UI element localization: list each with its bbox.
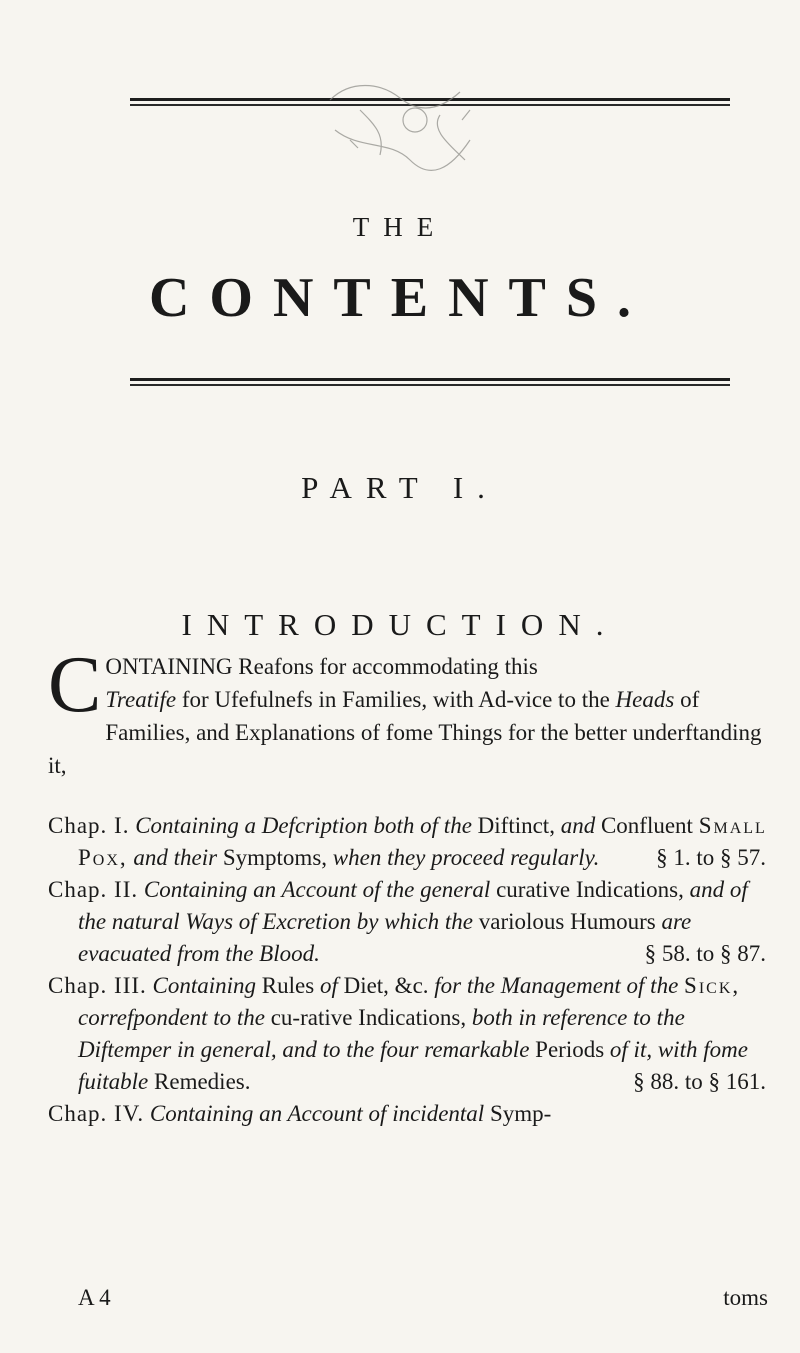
chapter-text: Containing an Account of the general	[138, 877, 491, 902]
the-label: THE	[352, 212, 448, 242]
chapter-text: Symptoms,	[222, 845, 328, 870]
chapter-entry	[48, 970, 768, 1098]
chapter-text: and	[554, 813, 601, 838]
chapter-text: when they proceed regularly.	[327, 845, 600, 870]
chapter-text: Sick,	[684, 973, 741, 998]
chapter-text: and their	[127, 845, 223, 870]
chapter-text: Diftinct,	[477, 813, 555, 838]
chapter-text: Diet, &c.	[343, 973, 429, 998]
section-range: § 1. to § 57.	[656, 845, 766, 870]
chapter-entry	[48, 1098, 768, 1130]
chapter-entry	[48, 810, 768, 874]
chapter-text: Periods	[535, 1037, 605, 1062]
section-range: § 88. to § 161.	[633, 1069, 766, 1094]
chapter-text: curative Indications,	[490, 877, 684, 902]
chapter-text: variolous Humours	[478, 909, 656, 934]
drop-cap: C	[48, 641, 102, 729]
page-title: CONTENTS.	[148, 267, 652, 329]
chapter-text: Containing an Account of incidental	[144, 1101, 490, 1126]
chapter-text: of	[314, 973, 344, 998]
headpiece-ornament-icon	[290, 70, 550, 190]
chapter-label: Chap. I.	[48, 813, 130, 838]
intro-text-1: ONTAINING Reafons for accommodating this	[105, 654, 538, 679]
chapter-list	[48, 810, 768, 1130]
catchword: toms	[723, 1285, 768, 1310]
chapter-text: Containing a Defcription both of the	[129, 813, 478, 838]
intro-heads-word: Heads	[615, 687, 675, 712]
chapter-text: Confluent	[600, 813, 699, 838]
chapter-text: are evacuated from the Blood.	[78, 909, 692, 966]
part-label: PART I.	[301, 470, 499, 505]
chapter-label: Chap. II.	[48, 877, 139, 902]
chapter-text: Small Pox,	[78, 813, 767, 870]
title-rule-thin	[130, 384, 730, 386]
intro-text-3: of Families, and Explanations of fome Things for the better underftanding it,	[48, 687, 762, 778]
chapter-text: of it, with fome fuitable	[78, 1037, 748, 1094]
chapter-entry	[48, 874, 768, 970]
signature-mark: A 4	[78, 1285, 111, 1310]
title-rule-thick	[130, 378, 730, 381]
intro-treatise-word: Treatife	[105, 687, 177, 712]
section-range: § 58. to § 87.	[644, 941, 766, 966]
chapter-text: Symp-	[489, 1101, 552, 1126]
chapter-label: Chap. III.	[48, 973, 147, 998]
chapter-text: Remedies.	[154, 1069, 251, 1094]
intro-text-2: for Ufefulnefs in Families, with Ad-vice to the	[176, 687, 616, 712]
chapter-text: cu-rative Indications,	[270, 1005, 467, 1030]
chapter-text: Rules	[261, 973, 315, 998]
chapter-text: Containing	[146, 973, 262, 998]
chapter-text: and of the natural Ways of Excretion by which the	[78, 877, 748, 934]
chapter-text: correfpondent to the	[78, 1005, 271, 1030]
chapter-label: Chap. IV.	[48, 1101, 145, 1126]
introduction-heading: INTRODUCTION.	[181, 607, 619, 642]
introduction-paragraph	[48, 641, 764, 782]
chapter-text: both in reference to the Diftemper in general, and to the four remarkable	[78, 1005, 685, 1062]
chapter-text: for the Management of the	[428, 973, 685, 998]
